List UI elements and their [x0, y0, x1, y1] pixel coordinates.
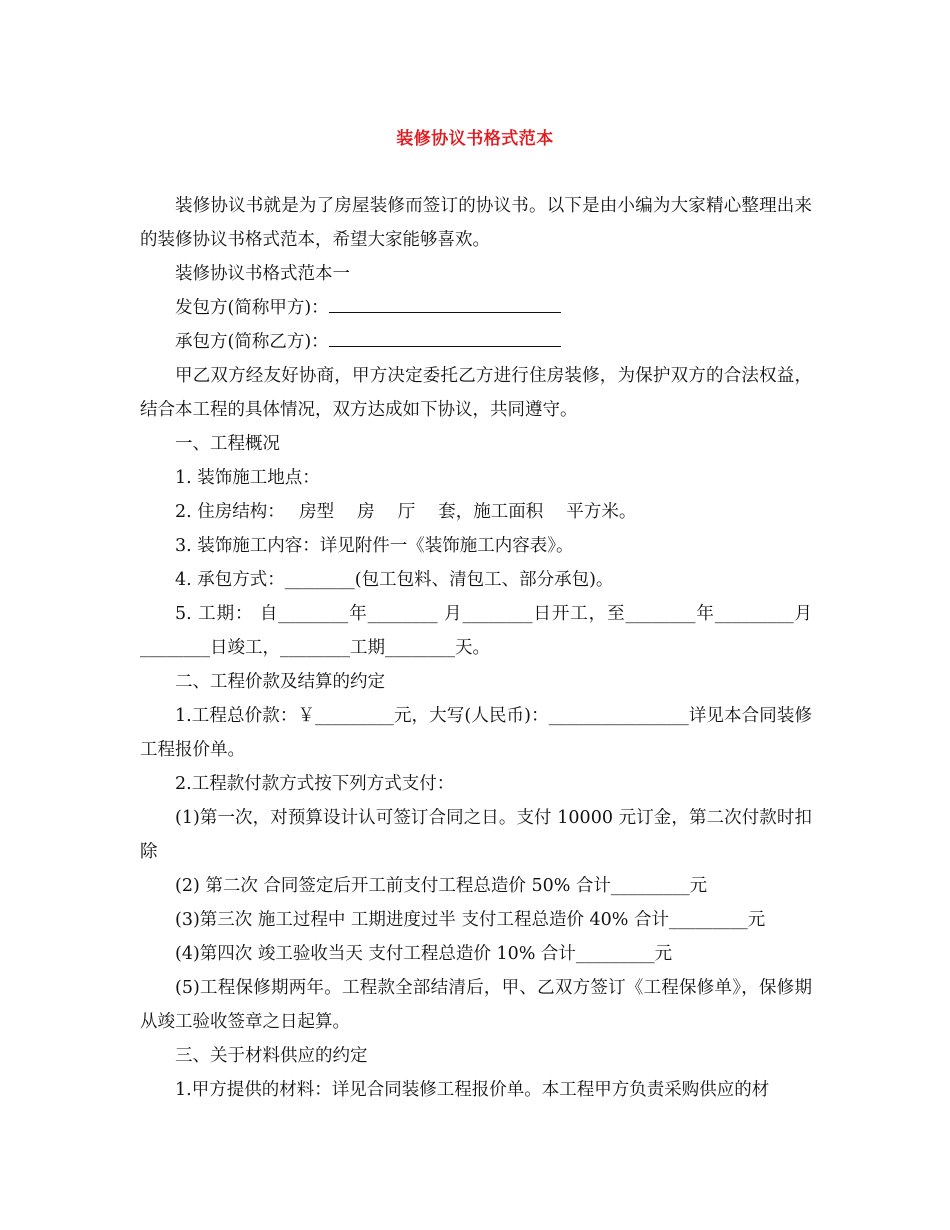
item-1-3: 3. 装饰施工内容：详见附件一《装饰施工内容表》。: [175, 536, 574, 556]
agreement-paragraph: 甲乙双方经友好协商，甲方决定委托乙方进行住房装修，为保护双方的合法权益，结合本工程的具体情况，双方达成如下协议，共同遵守。: [140, 366, 812, 420]
item-1-2: 2. 住房结构： 房型 房 厅 套，施工面积 平方米。: [175, 502, 637, 522]
template-heading: 装修协议书格式范本一: [175, 264, 350, 284]
item-1-1: 1. 装饰施工地点：: [175, 468, 320, 488]
section-1-heading: 一、工程概况: [175, 434, 280, 454]
intro-paragraph: 装修协议书就是为了房屋装修而签订的协议书。以下是由小编为大家精心整理出来的装修协议书格式范本，希望大家能够喜欢。: [140, 196, 812, 250]
payment-3: (3)第三次 施工过程中 工期进度过半 支付工程总造价 40% 合计_________元: [175, 910, 766, 930]
section-2-heading: 二、工程价款及结算的约定: [175, 672, 385, 692]
document-body: [140, 189, 812, 1107]
payment-5: (5)工程保修期两年。工程款全部结清后，甲、乙双方签订《工程保修单》，保修期从竣工验收签章之日起算。: [140, 978, 812, 1032]
document-title: 装修协议书格式范本: [396, 129, 554, 149]
payment-1: (1)第一次，对预算设计认可签订合同之日。支付 10000 元订金，第二次付款时扣除: [140, 808, 812, 862]
item-1-5: 5. 工期： 自________年________ 月________日开工，至________年_________月________日竣工，________工期________天。: [140, 604, 812, 658]
item-2-1: 1.工程总价款：￥_________元，大写(人民币)：________________详见本合同装修工程报价单。: [140, 706, 812, 760]
item-3-1: 1.甲方提供的材料：详见合同装修工程报价单。本工程甲方负责采购供应的材: [175, 1080, 770, 1100]
party-b-line: [140, 325, 812, 359]
party-b-blank: [329, 328, 561, 347]
party-b-label: 承包方(简称乙方)：: [175, 332, 329, 352]
item-2-2: 2.工程款付款方式按下列方式支付：: [175, 774, 455, 794]
party-a-label: 发包方(简称甲方)：: [175, 298, 329, 318]
section-3-heading: 三、关于材料供应的约定: [175, 1046, 368, 1066]
payment-2: (2) 第二次 合同签定后开工前支付工程总造价 50% 合计_________元: [175, 876, 708, 896]
item-1-4: 4. 承包方式：________(包工包料、清包工、部分承包)。: [175, 570, 614, 590]
party-a-blank: [329, 294, 561, 313]
party-a-line: [140, 291, 812, 325]
payment-4: (4)第四次 竣工验收当天 支付工程总造价 10% 合计_________元: [175, 944, 673, 964]
